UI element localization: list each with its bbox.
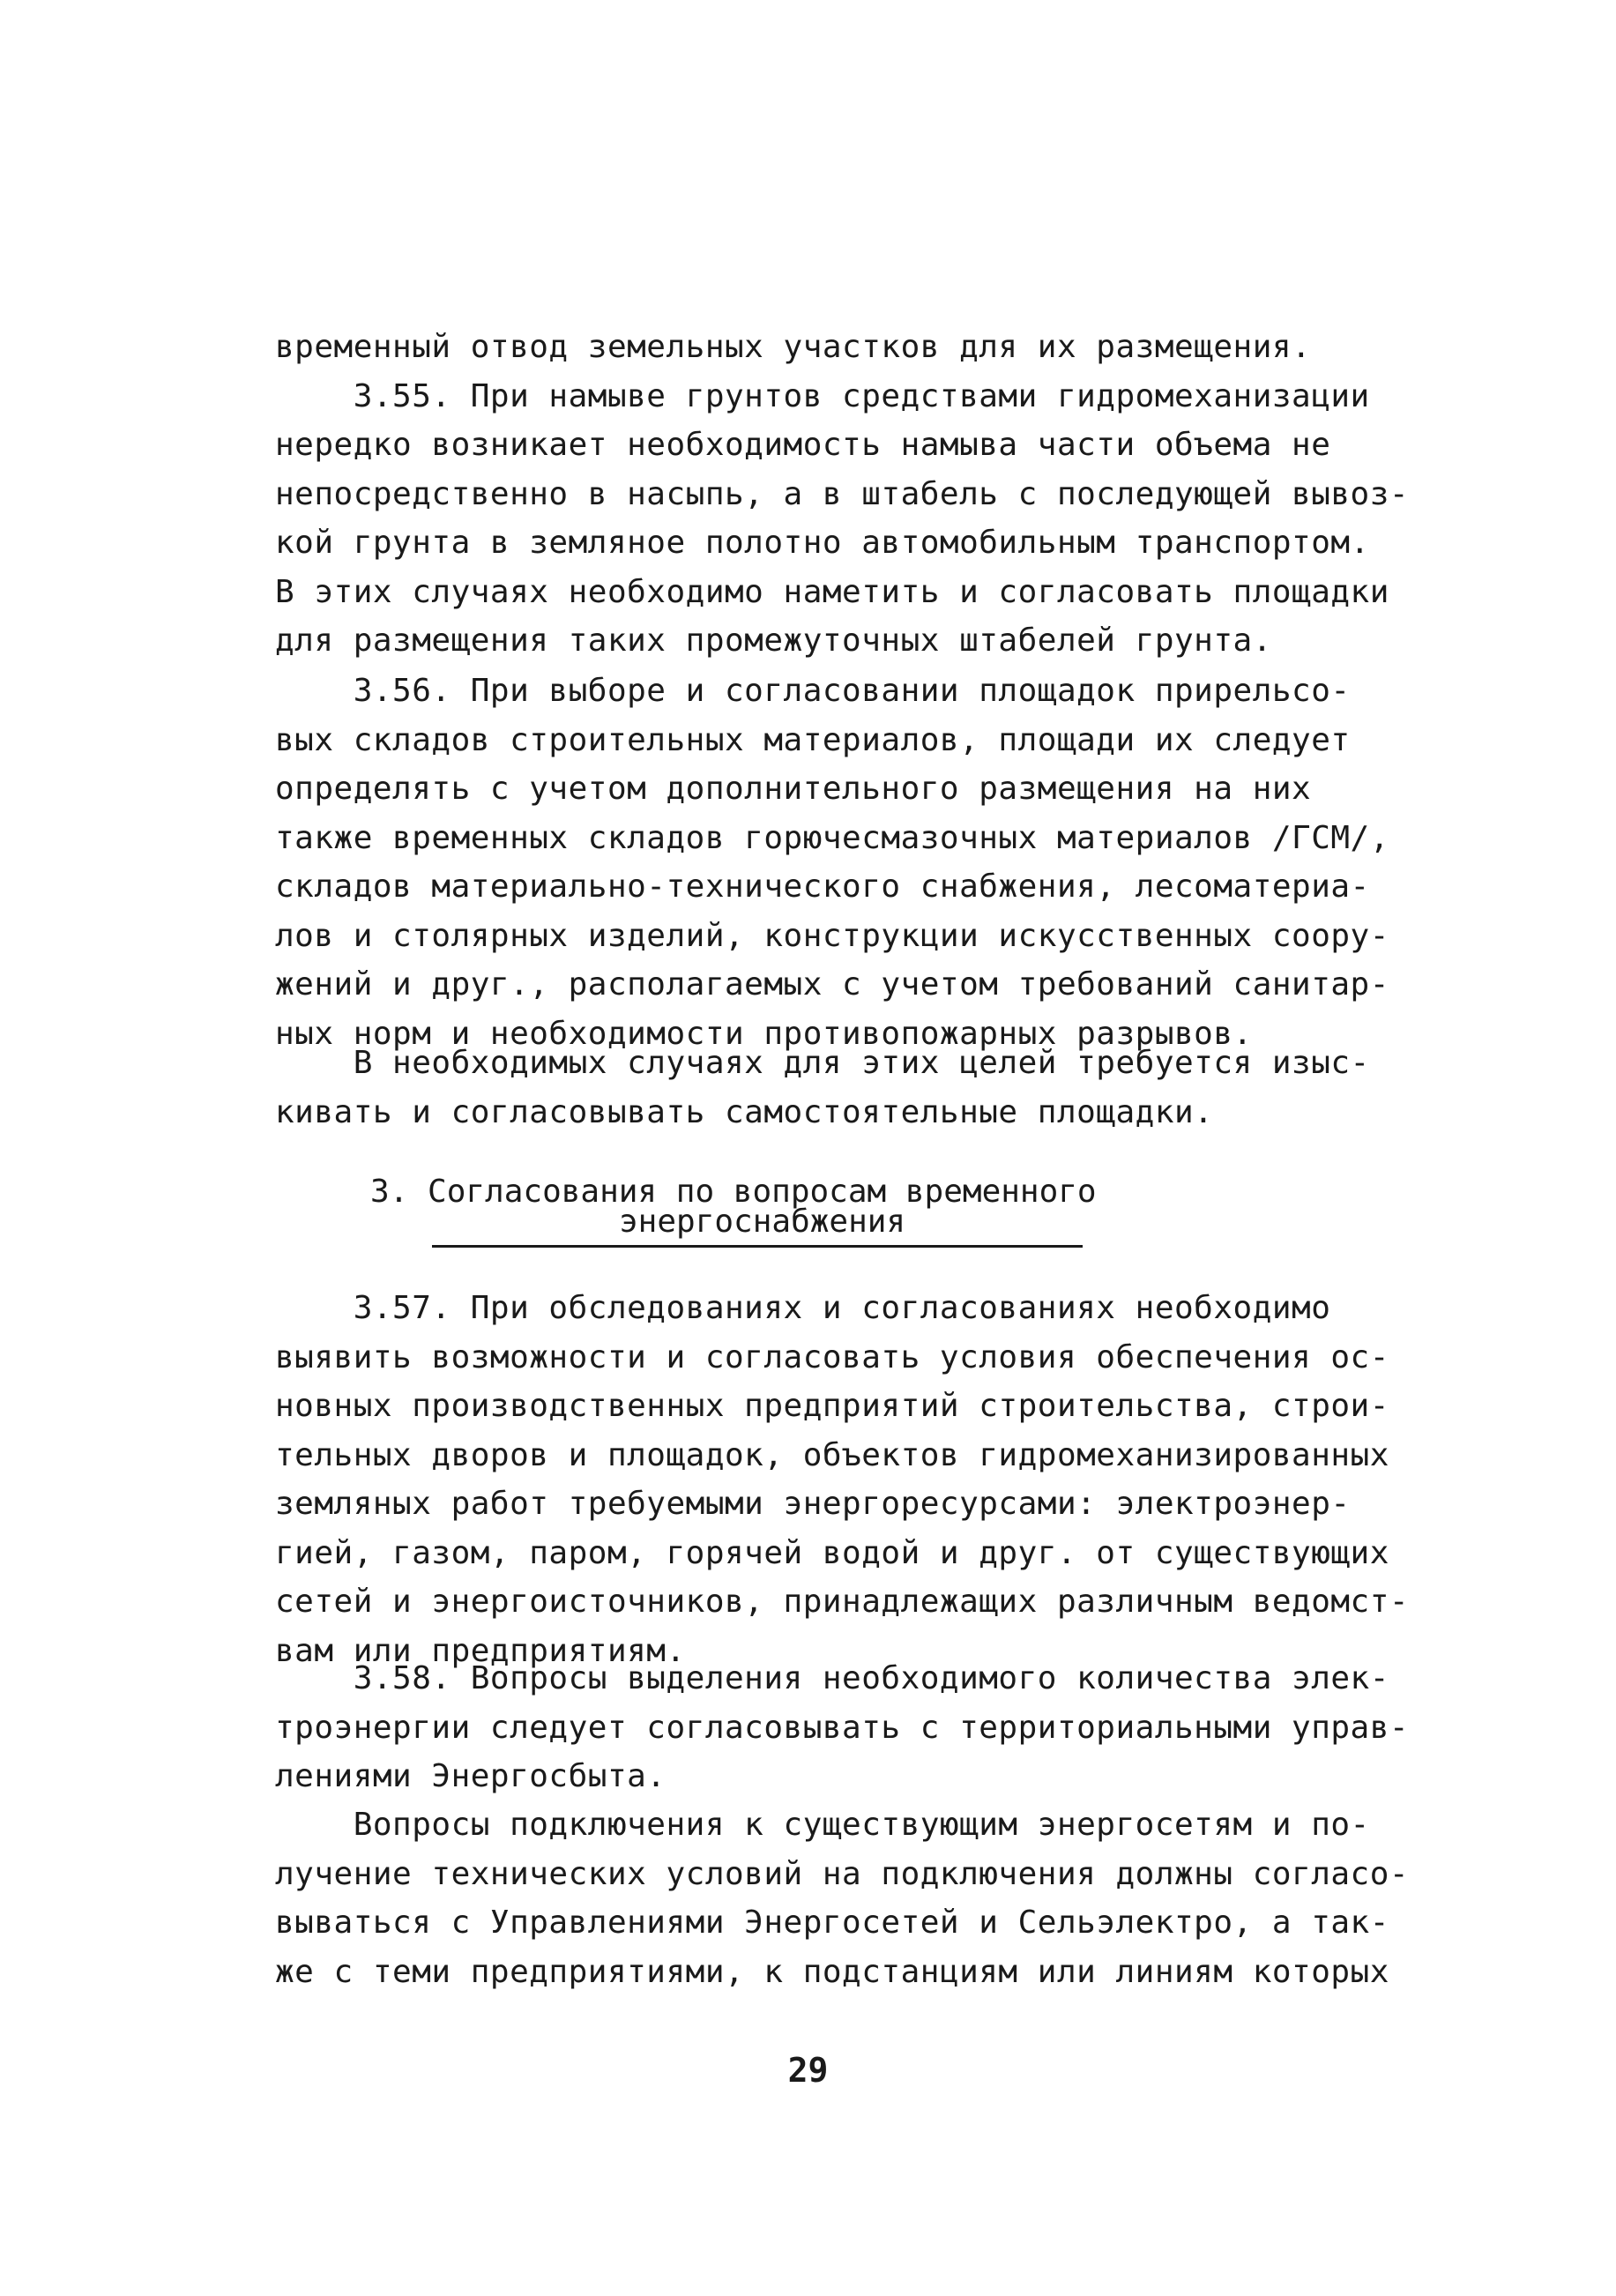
text-line: также временных складов горючесмазочных материалов /ГСМ/, bbox=[275, 819, 1389, 856]
text-line: складов материально-технического снабжения, лесоматериа- bbox=[275, 868, 1370, 905]
heading-line-2: энергоснабжения bbox=[619, 1204, 906, 1240]
text-line: сетей и энергоисточников, принадлежащих различным ведомст- bbox=[275, 1584, 1410, 1620]
text-line: Вопросы подключения к существующим энергосетям и по- bbox=[275, 1807, 1370, 1843]
text-line: гией, газом, паром, горячей водой и друг. от существующих bbox=[275, 1534, 1389, 1571]
text-line: 3.56. При выборе и согласовании площадок прирельсо- bbox=[275, 673, 1351, 709]
text-line: земляных работ требуемыми энергоресурсами: электроэнер- bbox=[275, 1486, 1351, 1522]
text-line: выявить возможности и согласовать условия обеспечения ос- bbox=[275, 1338, 1389, 1375]
paragraph-3-58 bbox=[275, 1654, 1410, 1801]
heading-underline bbox=[432, 1245, 1083, 1248]
text-line: кой грунта в земляное полотно автомобильным транспортом. bbox=[275, 525, 1370, 561]
paragraph-3-54-ending-and-3-55 bbox=[275, 323, 1410, 666]
text-line: определять с учетом дополнительного размещения на них bbox=[275, 771, 1312, 807]
text-line: вываться с Управлениями Энергосетей и Сельэлектро, а так- bbox=[275, 1905, 1389, 1941]
text-line: же с теми предприятиями, к подстанциям или линиям которых bbox=[275, 1953, 1389, 1990]
text-line: 3.57. При обследованиях и согласованиях необходимо bbox=[275, 1290, 1331, 1326]
paragraph-connection-questions bbox=[275, 1800, 1410, 1996]
text-line: для размещения таких промежуточных штабелей грунта. bbox=[275, 622, 1272, 659]
text-line: ных норм и необходимости противопожарных разрывов. bbox=[275, 1015, 1253, 1052]
text-line: В необходимых случаях для этих целей требуется изыс- bbox=[275, 1045, 1370, 1081]
page-number: 29 bbox=[787, 2051, 829, 2090]
text-line: вам или предприятиям. bbox=[275, 1632, 686, 1669]
section-heading bbox=[370, 1174, 1097, 1240]
text-line: тельных дворов и площадок, объектов гидромеханизированных bbox=[275, 1436, 1389, 1473]
text-line: кивать и согласовывать самостоятельные площадки. bbox=[275, 1093, 1214, 1130]
text-line: лов и столярных изделий, конструкции искусственных соору- bbox=[275, 917, 1389, 954]
text-line: жений и друг., располагаемых с учетом требований санитар- bbox=[275, 966, 1389, 1003]
text-line: новных производственных предприятий строительства, строи- bbox=[275, 1388, 1389, 1424]
text-line: вых складов строительных материалов, площади их следует bbox=[275, 721, 1351, 758]
text-line: лучение технических условий на подключения должны согласо- bbox=[275, 1855, 1410, 1892]
text-line: В этих случаях необходимо наметить и согласовать площадки bbox=[275, 573, 1389, 610]
heading-line-1: 3. Согласования по вопросам временного bbox=[370, 1174, 1097, 1210]
text-line: нередко возникает необходимость намыва части объема не bbox=[275, 427, 1331, 463]
paragraph-necessary-cases bbox=[275, 1039, 1368, 1137]
text-line: 3.55. При намыве грунтов средствами гидромеханизации bbox=[275, 377, 1370, 414]
paragraph-3-56 bbox=[275, 667, 1389, 1058]
paragraph-3-57 bbox=[275, 1284, 1410, 1675]
text-line: временный отвод земельных участков для их размещения. bbox=[275, 329, 1312, 365]
text-line: лениями Энергосбыта. bbox=[275, 1758, 667, 1794]
text-line: непосредственно в насыпь, а в штабель с последующей вывоз- bbox=[275, 475, 1410, 512]
text-line: 3.58. Вопросы выделения необходимого количества элек- bbox=[275, 1660, 1389, 1696]
text-line: троэнергии следует согласовывать с территориальными управ- bbox=[275, 1709, 1410, 1746]
